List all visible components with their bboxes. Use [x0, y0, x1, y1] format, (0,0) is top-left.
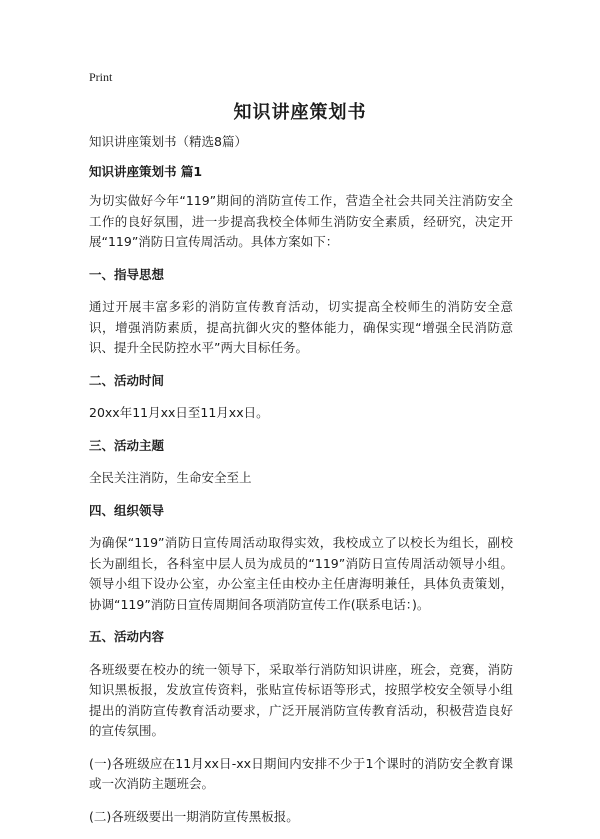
section-heading-activity-time: 二、活动时间 [89, 372, 165, 388]
print-label: Print [89, 70, 113, 84]
section-heading-activity-content: 五、活动内容 [89, 629, 165, 644]
section-heading-activity-theme: 三、活动主题 [89, 437, 165, 453]
document-body [89, 132, 513, 839]
list-item: (二)各班级要出一期消防宣传黑板报。 [89, 808, 299, 824]
section-heading-organization: 四、组织领导 [89, 502, 165, 518]
section-heading-guiding-principles: 一、指导思想 [89, 266, 165, 282]
section-body-guiding-principles: 通过开展丰富多彩的消防宣传教育活动，切实提高全校师生的消防安全意识，增强消防素质，提高抗御火灾的整体能力，确保实现“增强全民消防意识、提升全民防控水平”两大目标任务。 [89, 299, 513, 355]
section-body-activity-theme: 全民关注消防，生命安全至上 [89, 470, 252, 485]
document-subtitle: 知识讲座策划书（精选8篇） [89, 134, 247, 149]
document-title: 知识讲座策划书 [233, 102, 367, 123]
intro-paragraph: 为切实做好今年“119”期间的消防宣传工作，营造全社会共同关注消防安全工作的良好氛围，进一步提高我校全体师生消防安全素质，经研究，决定开展“119”消防日宣传周活动。具体方案如下： [89, 193, 513, 249]
list-item: (一)各班级应在11月xx日-xx日期间内安排不少于1个课时的消防安全教育课或一次消防主题班会。 [89, 755, 513, 791]
section-body-activity-content: 各班级要在校办的统一领导下，采取举行消防知识讲座，班会，竞赛，消防知识黑板报，发放宣传资料，张贴宣传标语等形式，按照学校安全领导小组提出的消防宣传教育活动要求，广泛开展消防宣传教育活动，积极营造良好的宣传氛围。 [89, 661, 513, 738]
article-heading: 知识讲座策划书 篇1 [89, 163, 203, 179]
section-body-organization: 为确保“119”消防日宣传周活动取得实效，我校成立了以校长为组长，副校长为副组长，各科室中层人员为成员的“119”消防日宣传周活动领导小组。领导小组下设办公室，办公室主任由校办主任唐海明兼任，具体负责策划，协调“119”消防日宣传周期间各项消防宣传工作(联系电话：)。 [89, 535, 513, 612]
section-body-activity-time: 20xx年11月xx日至11月xx日。 [89, 405, 269, 420]
